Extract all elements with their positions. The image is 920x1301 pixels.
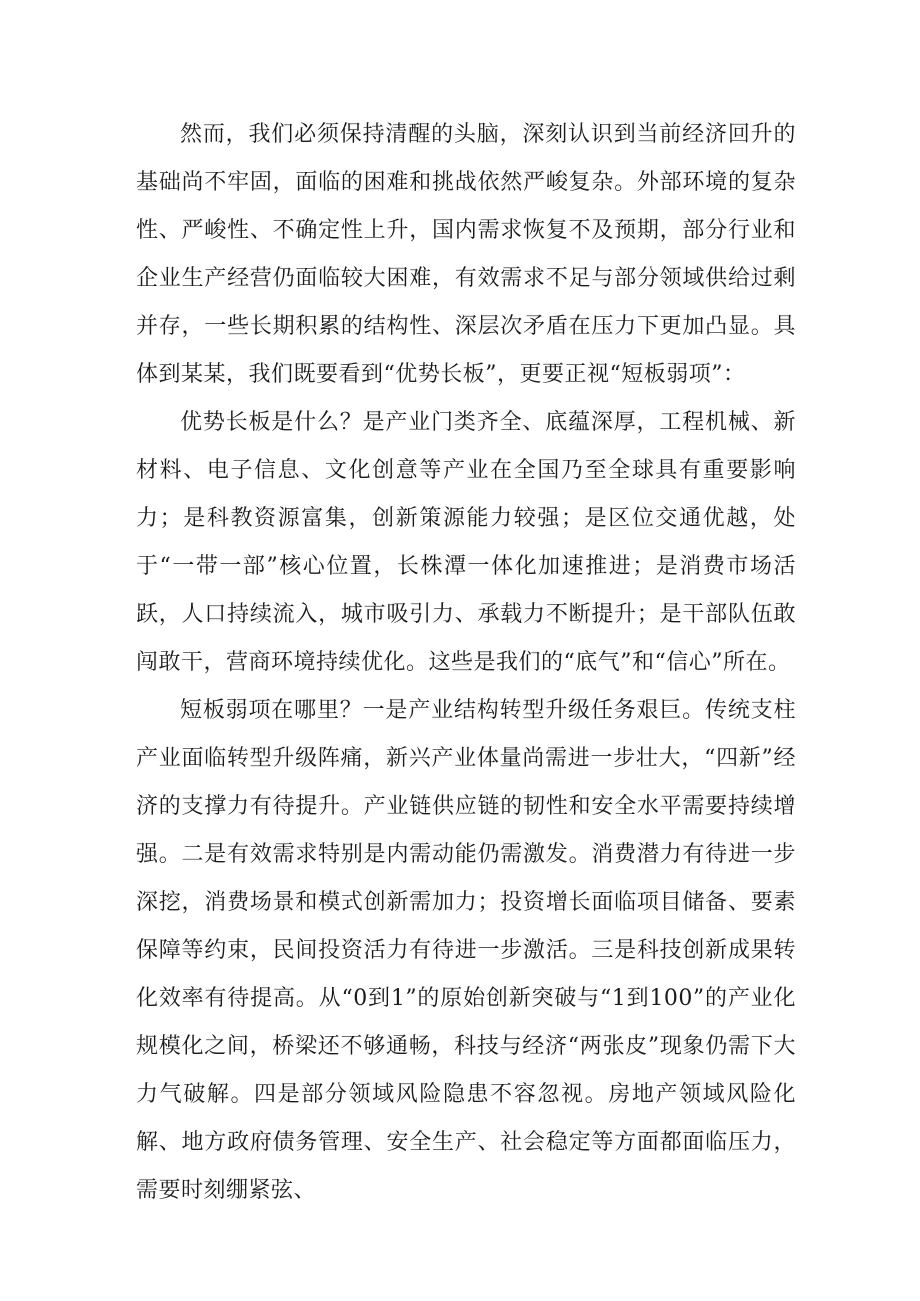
paragraph-strengths: 优势长板是什么？是产业门类齐全、底蕴深厚，工程机械、新材料、电子信息、文化创意等产业在全国乃至全球具有重要影响力；是科教资源富集，创新策源能力较强；是区位交通优越，处于“一带一部”核心位置，长株潭一体化加速推进；是消费市场活跃，人口持续流入，城市吸引力、承载力不断提升；是干部队伍敢闯敢干，营商环境持续优化。这些是我们的“底气”和“信心”所在。 bbox=[136, 410, 796, 675]
paragraph-weaknesses: 短板弱项在哪里？一是产业结构转型升级任务艰巨。传统支柱产业面临转型升级阵痛，新兴产业体量尚需进一步壮大，“四新”经济的支撑力有待提升。产业链供应链的韧性和安全水平需要持续增强。二是有效需求特别是内需动能仍需激发。消费潜力有待进一步深挖，消费场景和模式创新需加力；投资增长面临项目储备、要素保障等约束，民间投资活力有待进一步激活。三是科技创新成果转化效率有待提高。从“0到1”的原始创新突破与“1到100”的产业化规模化之间，桥梁还不够通畅，科技与经济“两张皮”现象仍需下大力气破解。四是部分领域风险隐患不容忽视。房地产领域风险化解、地方政府债务管理、安全生产、社会稳定等方面都面临压力，需要时刻绷紧弦、 bbox=[136, 698, 796, 1203]
paragraph-economic-outlook: 然而，我们必须保持清醒的头脑，深刻认识到当前经济回升的基础尚不牢固，面临的困难和挑战依然严峻复杂。外部环境的复杂性、严峻性、不确定性上升，国内需求恢复不及预期，部分行业和企业生产经营仍面临较大困难，有效需求不足与部分领域供给过剩并存，一些长期积累的结构性、深层次矛盾在压力下更加凸显。具体到某某，我们既要看到“优势长板”，更要正视“短板弱项”： bbox=[136, 122, 796, 387]
